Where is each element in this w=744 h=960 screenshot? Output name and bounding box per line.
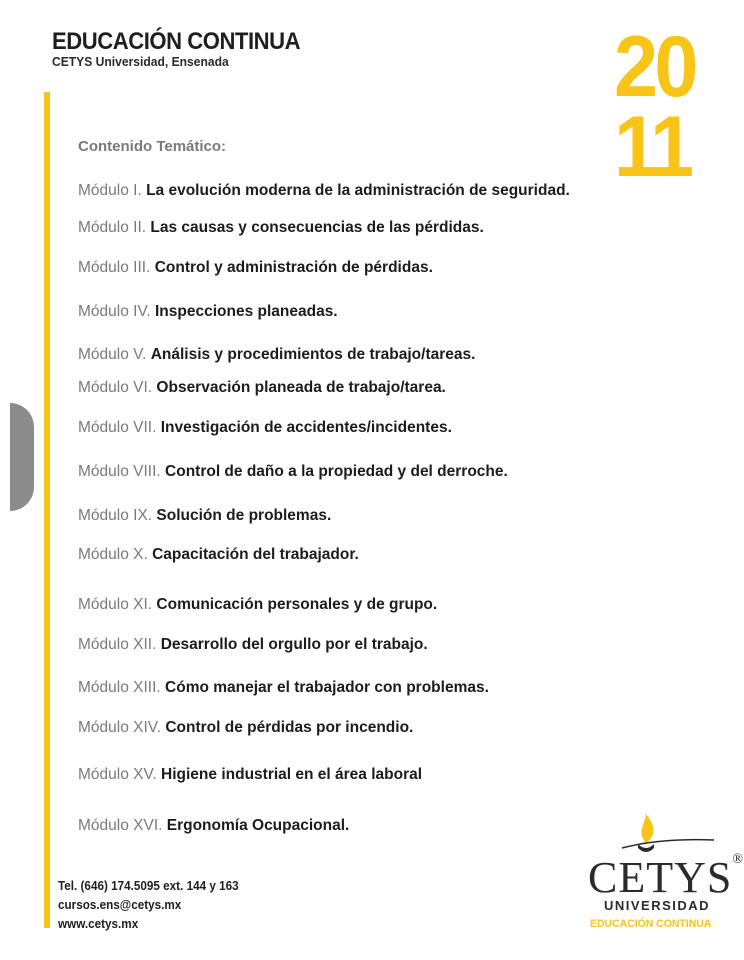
module-item [78, 817, 349, 835]
content-title: Contenido Temático: [78, 138, 227, 155]
module-description: Comunicación personales y de grupo. [156, 596, 438, 613]
module-number: Módulo I. [78, 182, 142, 199]
module-number: Módulo VIII. [78, 463, 161, 480]
module-number: Módulo V. [78, 346, 147, 363]
module-description: Higiene industrial en el área laboral [161, 766, 423, 783]
module-item [78, 219, 484, 237]
module-item [78, 636, 428, 654]
module-number: Módulo II. [78, 219, 147, 236]
module-number: Módulo XV. [78, 766, 157, 783]
module-number: Módulo XIII. [78, 679, 161, 696]
module-description: Capacitación del trabajador. [152, 546, 359, 563]
module-item [78, 379, 446, 397]
header-title: EDUCACIÓN CONTINUA [52, 28, 301, 55]
module-item [78, 719, 413, 737]
year-bottom: 11 [614, 99, 691, 195]
module-number: Módulo III. [78, 259, 151, 276]
module-number: Módulo X. [78, 546, 148, 563]
module-description: Ergonomía Ocupacional. [166, 817, 350, 834]
side-tab [10, 403, 34, 511]
contact-phone: Tel. (646) 174.5095 ext. 144 y 163 [58, 878, 239, 893]
module-description: Las causas y consecuencias de las pérdidas. [150, 219, 484, 236]
module-number: Módulo XII. [78, 636, 157, 653]
module-item [78, 546, 359, 564]
module-item [78, 303, 338, 321]
module-number: Módulo IV. [78, 303, 151, 320]
module-description: Observación planeada de trabajo/tarea. [156, 379, 446, 396]
module-number: Módulo XIV. [78, 719, 162, 736]
module-description: Control y administración de pérdidas. [154, 259, 433, 276]
module-description: La evolución moderna de la administración de seguridad. [146, 182, 570, 199]
logo-swoosh [620, 836, 716, 850]
module-item [78, 463, 508, 481]
year-top: 20 [614, 19, 695, 115]
module-description: Solución de problemas. [156, 507, 332, 524]
logo-department: EDUCACIÓN CONTINUA [590, 918, 712, 930]
cetys-logo [586, 812, 744, 952]
trademark-symbol: ® [732, 852, 744, 867]
module-number: Módulo VI. [78, 379, 153, 396]
logo-name: CETYS [588, 853, 733, 902]
header-subtitle: CETYS Universidad, Ensenada [52, 54, 229, 69]
module-item [78, 182, 570, 200]
module-description: Control de pérdidas por incendio. [165, 719, 414, 736]
accent-vertical-bar [44, 92, 50, 928]
module-item [78, 679, 489, 697]
module-number: Módulo VII. [78, 419, 157, 436]
contact-website[interactable]: www.cetys.mx [58, 916, 139, 931]
module-item [78, 419, 452, 437]
logo-university: UNIVERSIDAD [604, 898, 711, 913]
module-number: Módulo IX. [78, 507, 153, 524]
module-number: Módulo XI. [78, 596, 153, 613]
module-description: Análisis y procedimientos de trabajo/tareas. [150, 346, 476, 363]
module-description: Inspecciones planeadas. [154, 303, 338, 320]
module-item [78, 596, 437, 614]
module-item [78, 507, 331, 525]
module-item [78, 259, 433, 277]
module-description: Cómo manejar el trabajador con problemas. [165, 679, 489, 696]
module-description: Investigación de accidentes/incidentes. [160, 419, 452, 436]
module-item [78, 766, 422, 784]
module-description: Desarrollo del orgullo por el trabajo. [160, 636, 428, 653]
module-item [78, 346, 475, 364]
module-description: Control de daño a la propiedad y del derroche. [165, 463, 508, 480]
logo-wordmark [588, 852, 744, 903]
contact-email[interactable]: cursos.ens@cetys.mx [58, 897, 182, 912]
module-number: Módulo XVI. [78, 817, 163, 834]
